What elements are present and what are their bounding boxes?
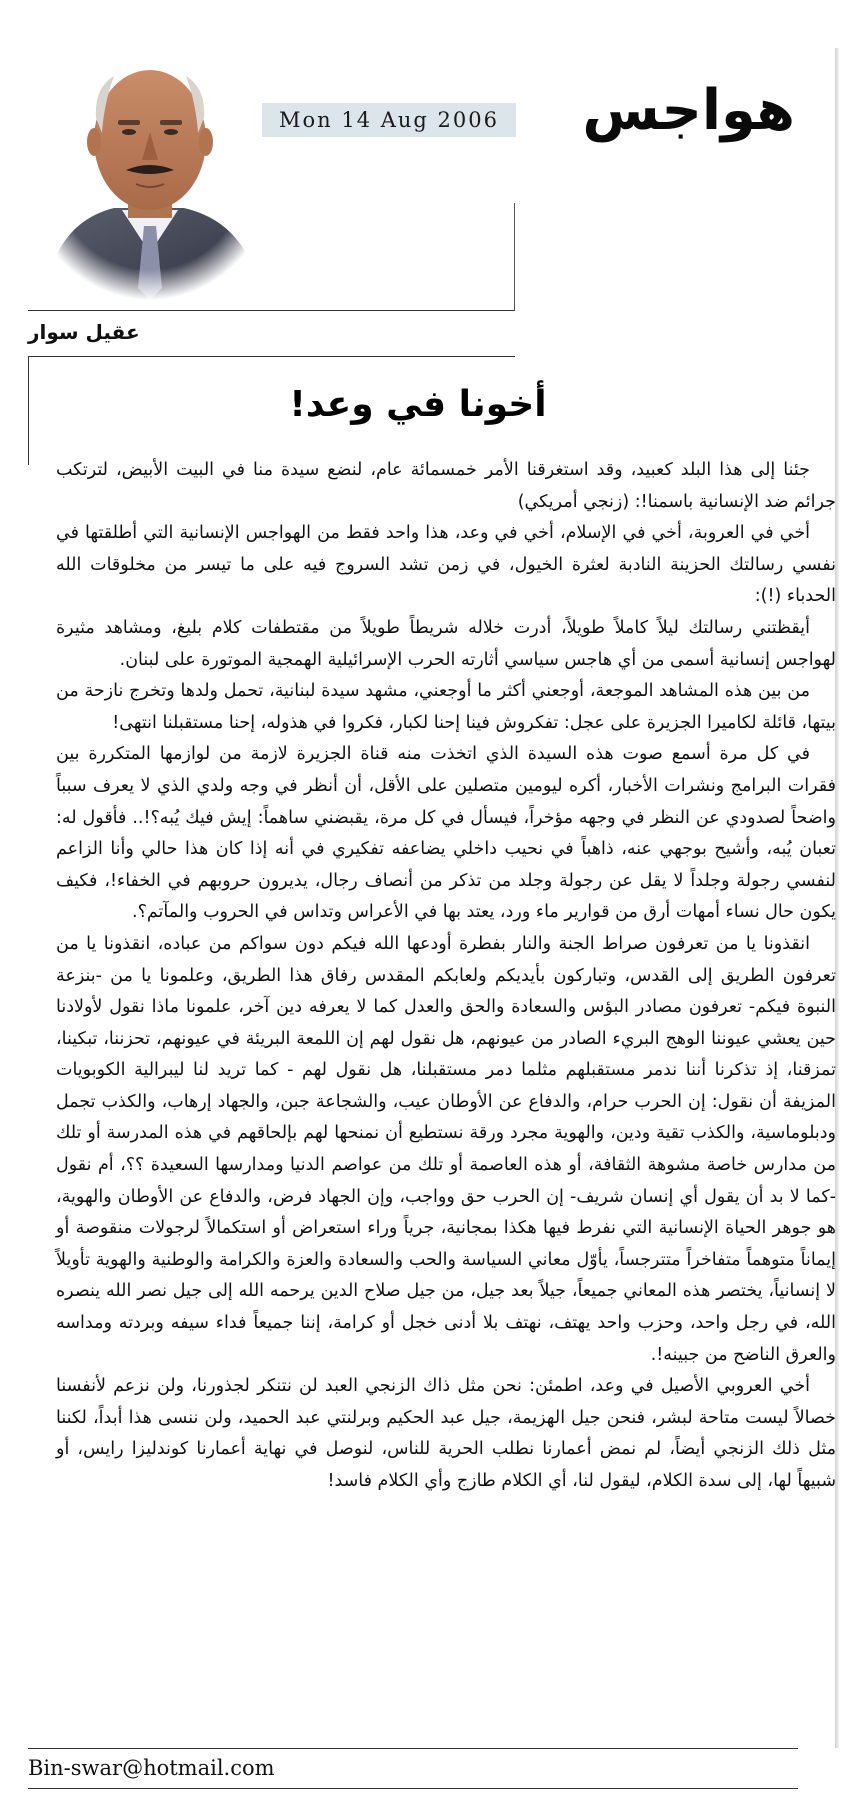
header-divider-vertical — [514, 203, 515, 311]
article-paragraph: أيقظتني رسالتك ليلاً كاملاً طويلاً، أدرت خلاله شريطاً طويلاً من مقتطفات كلام بليغ، ومشاهد مثيرة لهواجس إنسانية أسمى من أي هاجس سياسي أثارته الحرب الإسرائيلية الهمجية الموتورة على لبنان. — [56, 617, 836, 670]
article-paragraph: انقذونا يا من تعرفون صراط الجنة والنار بفطرة أودعها الله فيكم دون سواكم من عباده، انقذونا يا من تعرفون الطريق إلى القدس، وتباركون بأيديكم ولعابكم المقدس رفاق هذا الطريق، وعلمونا يا من -بنزعة النبوة فيكم- تعرفون مصادر البؤس والسعادة والحق والعدل كما لا يعرفه دين آخر، علمونا ماذا نقول لأولادنا حين يعشي عيوننا الوهج البريء الصادر من عيونهم، هل نقول لهم إن اللمعة البريئة في عيونهم، تحزننا، تبكينا، تمزقنا، إذ تذكرنا أننا ندمر مستقبلهم مثلما دمر مستقبلنا، هل نقول لهم - كما تريد لنا ليبرالية الكوبويات المزيفة أن نقول: إن الحرب حرام، والدفاع عن الأوطان عيب، والشجاعة جبن، والجهاد إرهاب، والكذب تجمل ودبلوماسية، والكذب تقية ودين، والهوية مجرد ورقة نستطيع أن نمنحها لهم بإلحاقهم في هذه المدرسة أو تلك من مدارس خاصة مشوهة الثقافة، أو هذه العاصمة أو تلك من عواصم الدنيا ومدارسها السعيدة ؟؟، أم نقول -كما لا بد أن يقول أي إنسان شريف- إن الحرب حق وواجب، وإن الجهاد فرض، والدفاع عن الأوطان والهوية، هو جوهر الحياة الإنسانية التي نفرط فيها هكذا بمجانية، جرياً وراء استعراض أو استكمالاً لرجولات منقوصة أو إيماناً متوهماً متفاخراً متترجساً، يأوّل معاني السياسة والحب والسعادة والعزة والكرامة والوطنية والهوية تأويلاً لا إنسانياً، يختصر هذه المعاني جميعاً، جيلاً بعد جيل، من جيل صلاح الدين يرحمه الله إلى جيل نصر الله ينصره الله، في رجل واحد، وحزب واحد يهتف، نهتف بلا أدنى خجل أو كرامة، إننا جميعاً فداء سيفه وبردته ومداسه والعرق الناضح من جبينه!. — [56, 933, 836, 1365]
footer-divider-bottom — [28, 1788, 798, 1789]
footer-divider-top — [28, 1748, 798, 1749]
header-divider — [28, 310, 514, 311]
article-paragraph: أخي العروبي الأصيل في وعد، اطمئن: نحن مثل ذاك الزنجي العبد لن نتنكر لجذورنا، ولن نزعم لأنفسنا خصالاً ليست متاحة لبشر، فنحن جيل الهزيمة، جيل عبد الحكيم وبرلنتي عبد الحميد، ولن ننسى هذا أبداً، لكننا مثل ذلك الزنجي أيضاً، لم نمض أعمارنا نطلب الحرية للناس، لنوصل في نهاية أعمارنا كوندليزا رايس، أو شبيهاً لها، إلى سدة الكلام، ليقول لنا، أي الكلام طازج وأي الكلام فاسد! — [56, 1376, 836, 1491]
article-paragraph: في كل مرة أسمع صوت هذه السيدة الذي اتخذت منه قناة الجزيرة لازمة من لوازمها المتكررة بين فقرات البرامج ونشرات الأخبار، أكره ليومين متصلين على الأقل، أن أنظر في وجه ولدي الذي لا يعرف سبباً واضحاً لصدودي عن النظر في وجهه مؤخراً، فيسأل في كل مرة، يقبضني ساهماً: إيش فيك يُبه؟!.. فأقول له: تعبان يُبه، وأشيح بوجهي عنه، ذاهباً في نحيب داخلي يضاعفه تفكيري في أنه إذا كان هذا حالي وأنا الزاعم لنفسي رجولة وجلداً لا يقل عن رجولة وجلد من تذكر من أنصاف رجال، يديرون حروبهم في الخفاء!، فكيف يكون حال نساء أمهات أرق من قوارير ماء ورد، يعتد بها في الأعراس وتداس في الحروب والمآتم؟. — [56, 744, 836, 923]
column-title: هواجس — [582, 78, 795, 143]
article-paragraph: أخي في العروبة، أخي في الإسلام، أخي في وعد، هذا واحد فقط من الهواجس الإنسانية التي أطلقتها في نفسي رسالتك الحزينة النادبة لعثرة الخيول، في زمن تشد السروج فيه على ما تيسر من مخلوقات الله الحدباء (!): — [56, 523, 836, 607]
article-paragraph: من بين هذه المشاهد الموجعة، أوجعني أكثر ما أوجعني، مشهد سيدة لبنانية، تحمل ولدها وتخرج نازحة من بيتها، قائلة لكاميرا الجزيرة على عجل: تفكروش فينا إحنا لكبار، فكروا في هذوله، إحنا مستقبلنا انتهى! — [56, 681, 836, 733]
article-headline: أخونا في وعد! — [289, 384, 547, 425]
date-badge: Mon 14 Aug 2006 — [262, 103, 516, 137]
author-name: عقيل سوار — [28, 320, 140, 344]
author-portrait — [34, 48, 266, 300]
author-email[interactable]: Bin-swar@hotmail.com — [28, 1756, 275, 1780]
article-body — [56, 455, 836, 1498]
article-paragraph: جئنا إلى هذا البلد كعبيد، وقد استغرقنا الأمر خمسمائة عام، لنضع سيدة منا في البيت الأبيض، لترتكب جرائم ضد الإنسانية باسمنا!: (زنجي أمريكي) — [56, 460, 836, 512]
